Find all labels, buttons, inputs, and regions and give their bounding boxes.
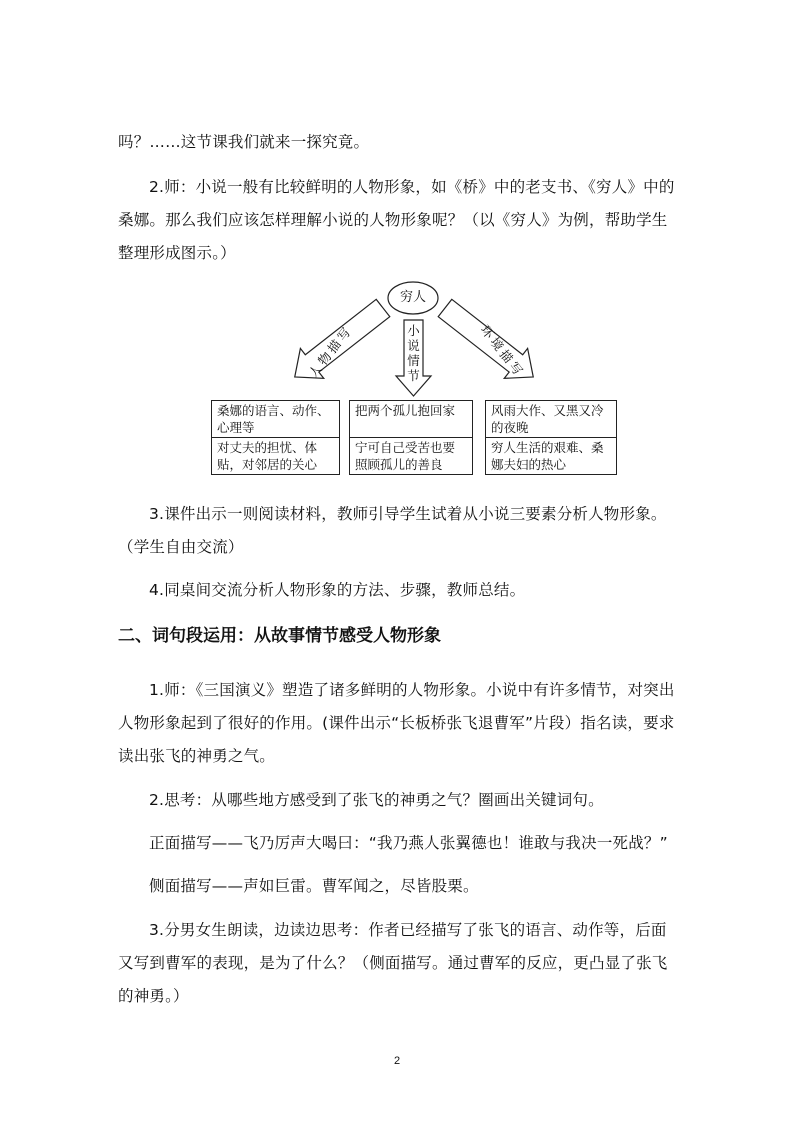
paragraph-section2-step-3: 3.分男女生朗读，边读边思考：作者已经描写了张飞的语言、动作等，后面又写到曹军的表现，是为了什么？（侧面描写。通过曹军的反应，更凸显了张飞的神勇。） <box>118 921 668 1005</box>
box-plot <box>349 400 473 475</box>
box-mid-top: 把两个孤儿抱回家 <box>350 401 472 438</box>
box-environment <box>485 400 617 475</box>
paragraph-direct-description: 正面描写——飞乃厉声大喝曰：“我乃燕人张翼德也！谁敢与我决一死战？” <box>149 834 668 852</box>
paragraph-step-2: 2.师：小说一般有比较鲜明的人物形象，如《桥》中的老支书、《穷人》中的桑娜。那么我们应该怎样理解小说的人物形象呢？（以《穷人》为例，帮助学生整理形成图示。） <box>118 178 675 262</box>
character-analysis-diagram <box>205 276 625 486</box>
section-heading: 二、词句段运用：从故事情节感受人物形象 <box>118 626 441 646</box>
paragraph-section2-step-1: 1.师：《三国演义》塑造了诸多鲜明的人物形象。小说中有许多情节，对突出人物形象起到了很好的作用。(课件出示“长板桥张飞退曹军”片段）指名读，要求读出张飞的神勇之气。 <box>118 681 675 765</box>
box-left-bottom: 对丈夫的担忧、体贴，对邻居的关心 <box>217 440 318 472</box>
paragraph-indirect-description: 侧面描写——声如巨雷。曹军闻之，尽皆股栗。 <box>149 877 479 895</box>
box-right-top: 风雨大作、又黑又冷的夜晚 <box>486 401 616 438</box>
arrow-middle-label: 小说情节 <box>407 323 420 383</box>
box-character-description <box>211 400 340 475</box>
box-mid-bottom: 宁可自己受苦也要照顾孤儿的善良 <box>355 440 456 472</box>
diagram-center-label: 穷人 <box>399 290 426 305</box>
box-right-bottom: 穷人生活的艰难、桑娜夫妇的热心 <box>491 440 604 472</box>
arrow-left-label: 人物描写 <box>305 322 356 381</box>
paragraph-step-4: 4.同桌间交流分析人物形象的方法、步骤，教师总结。 <box>149 581 526 599</box>
box-left-top: 桑娜的语言、动作、心理等 <box>212 401 339 438</box>
paragraph-intro-end: 吗？……这节课我们就来一探究竟。 <box>118 133 370 151</box>
paragraph-section2-step-2: 2.思考：从哪些地方感受到了张飞的神勇之气？圈画出关键词句。 <box>149 791 604 809</box>
page-number: 2 <box>393 1055 401 1067</box>
arrow-right-label: 环境描写 <box>477 322 528 381</box>
paragraph-step-3: 3.课件出示一则阅读材料，教师引导学生试着从小说三要素分析人物形象。（学生自由交流） <box>118 505 667 556</box>
